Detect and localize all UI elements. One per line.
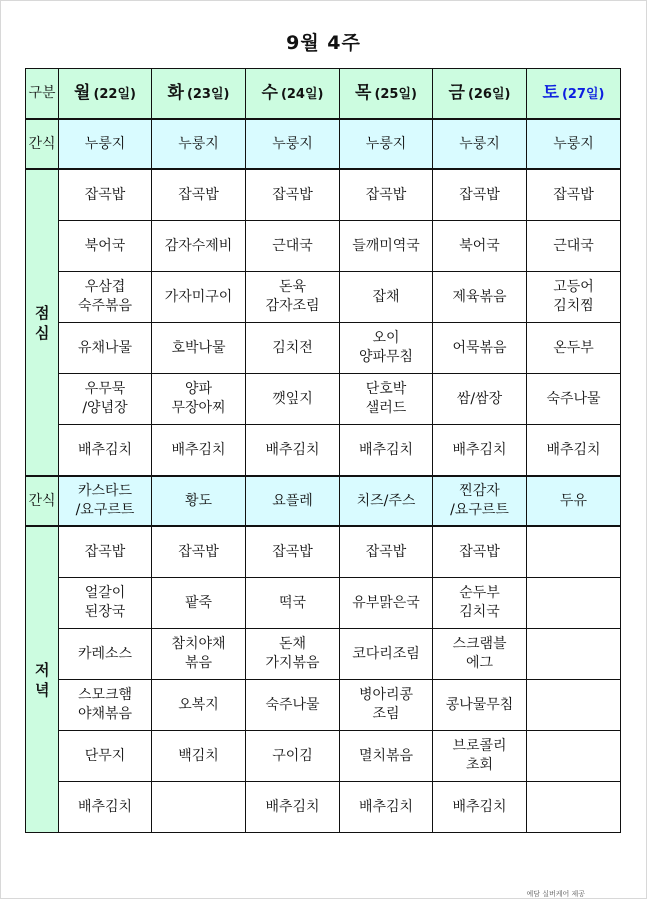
menu-cell — [527, 731, 621, 782]
menu-cell: 배추김치 — [246, 782, 340, 833]
menu-cell: 유채나물 — [59, 323, 152, 374]
menu-cell: 김치전 — [246, 323, 340, 374]
menu-cell: 배추김치 — [527, 425, 621, 477]
menu-cell: 우삼겹 숙주볶음 — [59, 272, 152, 323]
lunch-row — [26, 323, 621, 374]
menu-cell: 숙주나물 — [246, 680, 340, 731]
menu-cell: 잡곡밥 — [527, 169, 621, 221]
header-corner: 구분 — [26, 69, 59, 120]
menu-cell: 북어국 — [433, 221, 527, 272]
meal-table — [25, 68, 621, 833]
menu-cell: 잡곡밥 — [152, 169, 246, 221]
menu-cell: 누룽지 — [59, 119, 152, 169]
day-name: 수 — [261, 82, 278, 103]
menu-cell: 돈육 감자조림 — [246, 272, 340, 323]
menu-cell: 잡곡밥 — [340, 169, 433, 221]
menu-cell: 배추김치 — [340, 782, 433, 833]
menu-cell: 잡곡밥 — [246, 169, 340, 221]
menu-cell: 구이김 — [246, 731, 340, 782]
lunch-row — [26, 272, 621, 323]
menu-cell: 카레소스 — [59, 629, 152, 680]
menu-cell: 온두부 — [527, 323, 621, 374]
menu-cell: 잡곡밥 — [340, 526, 433, 578]
menu-cell: 호박나물 — [152, 323, 246, 374]
afternoon-snack-row — [26, 476, 621, 526]
menu-cell: 누룽지 — [152, 119, 246, 169]
menu-cell — [527, 629, 621, 680]
dinner-row — [26, 680, 621, 731]
menu-cell: 제육볶음 — [433, 272, 527, 323]
dinner-label: 저 녁 — [26, 526, 59, 833]
menu-cell: 잡곡밥 — [152, 526, 246, 578]
day-name: 월 — [74, 82, 91, 103]
menu-cell: 쌈/쌈장 — [433, 374, 527, 425]
day-date: (22일) — [93, 86, 136, 102]
menu-cell: 코다리조림 — [340, 629, 433, 680]
menu-cell: 카스타드 /요구르트 — [59, 476, 152, 526]
menu-cell: 단호박 샐러드 — [340, 374, 433, 425]
dinner-row — [26, 731, 621, 782]
lunch-label: 점 심 — [26, 169, 59, 476]
lunch-row — [26, 221, 621, 272]
menu-cell: 스모크햄 야채볶음 — [59, 680, 152, 731]
day-date: (27일) — [561, 86, 605, 102]
menu-cell: 멸치볶음 — [340, 731, 433, 782]
menu-cell: 오이 양파무침 — [340, 323, 433, 374]
menu-cell: 배추김치 — [59, 782, 152, 833]
menu-cell: 요플레 — [246, 476, 340, 526]
menu-cell: 스크램블 에그 — [433, 629, 527, 680]
header-wed — [246, 69, 340, 120]
menu-cell: 가자미구이 — [152, 272, 246, 323]
menu-cell: 단무지 — [59, 731, 152, 782]
menu-cell: 우무묵 /양념장 — [59, 374, 152, 425]
menu-cell: 떡국 — [246, 578, 340, 629]
menu-cell: 배추김치 — [433, 782, 527, 833]
day-date: (23일) — [186, 86, 230, 102]
menu-cell: 양파 무장아찌 — [152, 374, 246, 425]
menu-cell: 잡곡밥 — [246, 526, 340, 578]
menu-cell: 배추김치 — [152, 425, 246, 477]
menu-cell: 배추김치 — [340, 425, 433, 477]
menu-cell: 근대국 — [246, 221, 340, 272]
menu-cell: 고등어 김치찜 — [527, 272, 621, 323]
menu-cell: 콩나물무침 — [433, 680, 527, 731]
page-title: 9월 4주 — [286, 32, 361, 54]
menu-cell: 배추김치 — [246, 425, 340, 477]
morning-snack-row — [26, 119, 621, 169]
menu-cell: 돈채 가지볶음 — [246, 629, 340, 680]
menu-cell: 북어국 — [59, 221, 152, 272]
header-sat — [527, 69, 621, 120]
menu-cell: 순두부 김치국 — [433, 578, 527, 629]
menu-cell: 오복지 — [152, 680, 246, 731]
menu-cell: 감자수제비 — [152, 221, 246, 272]
menu-cell: 숙주나물 — [527, 374, 621, 425]
menu-cell: 참치야채 볶음 — [152, 629, 246, 680]
menu-cell: 치즈/주스 — [340, 476, 433, 526]
menu-cell: 얼갈이 된장국 — [59, 578, 152, 629]
day-date: (24일) — [280, 86, 324, 102]
dinner-row — [26, 629, 621, 680]
day-date: (26일) — [467, 86, 511, 102]
header-thu — [340, 69, 433, 120]
dinner-row — [26, 782, 621, 833]
footer-credit: 예담 실버케어 제공 — [526, 890, 585, 898]
dinner-row — [26, 526, 621, 578]
menu-cell: 병아리콩 조림 — [340, 680, 433, 731]
header-tue — [152, 69, 246, 120]
menu-cell: 백김치 — [152, 731, 246, 782]
menu-cell — [527, 782, 621, 833]
day-name: 화 — [167, 82, 184, 103]
lunch-row — [26, 374, 621, 425]
menu-cell: 배추김치 — [433, 425, 527, 477]
menu-cell: 유부맑은국 — [340, 578, 433, 629]
menu-cell: 들깨미역국 — [340, 221, 433, 272]
menu-cell: 누룽지 — [340, 119, 433, 169]
menu-cell: 누룽지 — [246, 119, 340, 169]
menu-cell: 잡곡밥 — [59, 169, 152, 221]
morning-snack-label: 간식 — [26, 119, 59, 169]
day-name: 목 — [355, 82, 372, 103]
menu-cell: 브로콜리 초회 — [433, 731, 527, 782]
menu-cell: 누룽지 — [527, 119, 621, 169]
header-fri — [433, 69, 527, 120]
menu-cell — [152, 782, 246, 833]
menu-cell: 팥죽 — [152, 578, 246, 629]
menu-cell: 근대국 — [527, 221, 621, 272]
menu-cell: 잡곡밥 — [433, 169, 527, 221]
menu-cell: 깻잎지 — [246, 374, 340, 425]
menu-cell: 찐감자 /요구르트 — [433, 476, 527, 526]
day-date: (25일) — [374, 86, 417, 102]
dinner-row — [26, 578, 621, 629]
lunch-row — [26, 169, 621, 221]
menu-cell: 누룽지 — [433, 119, 527, 169]
afternoon-snack-label: 간식 — [26, 476, 59, 526]
menu-cell: 황도 — [152, 476, 246, 526]
menu-cell: 어묵볶음 — [433, 323, 527, 374]
menu-cell: 배추김치 — [59, 425, 152, 477]
day-name: 금 — [448, 82, 465, 103]
menu-cell: 잡채 — [340, 272, 433, 323]
day-name: 토 — [542, 82, 559, 103]
lunch-row — [26, 425, 621, 477]
menu-cell — [527, 578, 621, 629]
menu-cell — [527, 680, 621, 731]
header-mon — [59, 69, 152, 120]
menu-cell — [527, 526, 621, 578]
header-row — [26, 69, 621, 120]
menu-cell: 잡곡밥 — [59, 526, 152, 578]
menu-cell: 두유 — [527, 476, 621, 526]
menu-cell: 잡곡밥 — [433, 526, 527, 578]
